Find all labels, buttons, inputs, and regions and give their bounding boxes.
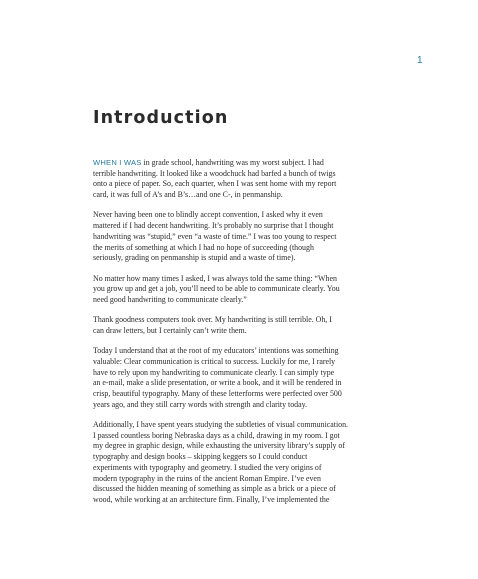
text-line: my degree in graphic design, while exhausting the university library’s supply of <box>93 441 346 451</box>
text-line: the merits of something at which I had no hope of succeeding (though <box>93 242 314 252</box>
text-line: experiments with typography and geometry. I studied the very origins of <box>93 462 322 472</box>
text-line: card, it was full of A’s and B’s…and one C-, in penmanship. <box>93 190 283 200</box>
text-line: can draw letters, but I certainly can’t write them. <box>93 325 247 335</box>
text-line: onto a piece of paper. So, each quarter, when I was sent home with my report <box>93 179 337 189</box>
text-line: crisp, beautiful typography. Many of these letterforms were perfected over 500 <box>93 389 342 399</box>
lead-in: WHEN I WAS <box>93 158 142 167</box>
paragraph-2 <box>93 210 411 264</box>
text-line: valuable: Clear communication is critical to success. Luckily for me, I rarely <box>93 356 336 366</box>
paragraph-5 <box>93 346 411 410</box>
text-line: typography and design books – skipping keggers so I could conduct <box>93 452 308 462</box>
text-line: mattered if I had decent handwriting. It’s probably no surprise that I thought <box>93 221 334 231</box>
page-number: 1 <box>417 55 423 66</box>
text-line: wood, while working at an architecture firm. Finally, I’ve implemented the <box>93 494 330 504</box>
text-line: discussed the hidden meaning of something as simple as a brick or a piece of <box>93 484 336 494</box>
text-line: handwriting was “stupid,” even “a waste of time.” I was too young to respect <box>93 231 337 241</box>
paragraph-3 <box>93 274 411 306</box>
text-line: Thank goodness computers took over. My handwriting is still terrible. Oh, I <box>93 315 332 325</box>
text-line: Today I understand that at the root of my educators’ intentions was something <box>93 346 339 356</box>
text-line: have to rely upon my handwriting to communicate clearly. I can simply type <box>93 367 335 377</box>
text-line: modern typography in the ruins of the ancient Roman Empire. I’ve even <box>93 473 321 483</box>
text-line: No matter how many times I asked, I was always told the same thing: “When <box>93 273 337 283</box>
text-line <box>93 158 411 169</box>
text-line: need good handwriting to communicate clearly.” <box>93 294 247 304</box>
text-line: years ago, and they still carry words with strength and clarity today. <box>93 399 308 409</box>
body-text <box>93 158 411 515</box>
text-line: Additionally, I have spent years studying the subtleties of visual communication. <box>93 420 349 430</box>
text-line: Never having been one to blindly accept convention, I asked why it even <box>93 210 323 220</box>
text-line: seriously, grading on penmanship is stupid and a waste of time). <box>93 253 296 263</box>
paragraph-6 <box>93 420 411 506</box>
chapter-title: Introduction <box>93 108 229 128</box>
paragraph-1 <box>93 158 411 201</box>
paragraph-4 <box>93 315 411 336</box>
text-line: you grow up and get a job, you’ll need to be able to communicate clearly. You <box>93 284 340 294</box>
line-text: in grade school, handwriting was my worst subject. I had <box>141 158 324 167</box>
text-line: an e-mail, make a slide presentation, or write a book, and it will be rendered in <box>93 378 342 388</box>
text-line: I passed countless boring Nebraska days as a child, drawing in my room. I got <box>93 430 340 440</box>
text-line: terrible handwriting. It looked like a woodchuck had barfed a bunch of twigs <box>93 168 336 178</box>
